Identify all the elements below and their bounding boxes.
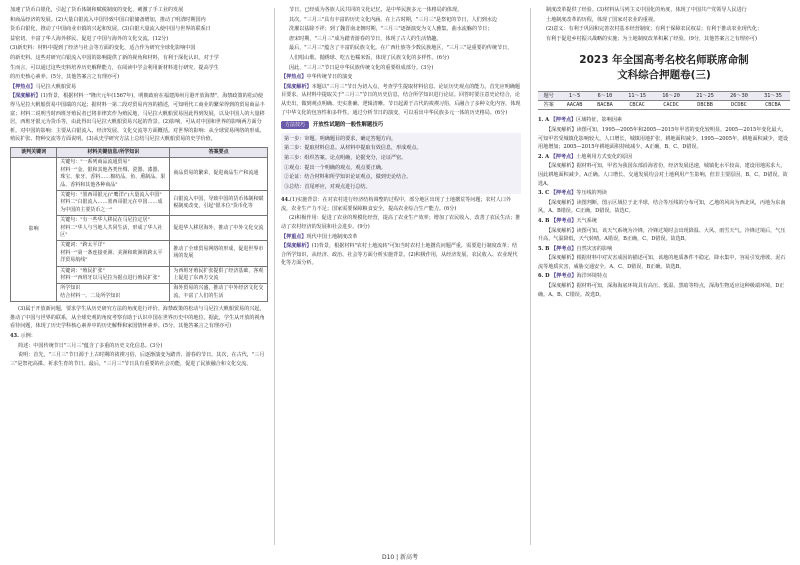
hotspot-text: 马尼拉大帆船贸易 — [35, 83, 77, 90]
analysis-text: (1)背景，根据材料"农村土地流转"可知当时农村土地撂荒问题严重，需要进行制度改革；结合所学知识，从经济、政治、社会等方面分析实施背景。(2)积极作用，从经济发展、农民收入、农业现代化等方面分析。 — [281, 243, 518, 267]
answer-key-table — [538, 91, 790, 110]
body-line: 节日，已经成为各族人民共同的文化记忆，是中华民族多元一体格局的体现。 — [289, 7, 463, 13]
tip-line: ①观点：提出一个明确的观点，观点要正确。 — [284, 164, 386, 171]
cell-info: 材料一"第一条连接亚洲、美洲和欧洲的跨太平洋贸易航线" — [60, 249, 163, 264]
answer-text: 【深度解析】根据材料中对灾害成因的描述可知，该地的地质条件不稳定，降水集中，容易引发滑坡、泥石流等地质灾害，威胁交通安全。A、C、D错误，B正确。故选B。 — [538, 255, 786, 270]
table-cell — [57, 216, 170, 241]
table-cell: 促进华人移居海外，推动了中外文化交流 — [170, 216, 268, 241]
table-cell — [57, 284, 170, 302]
cell-keyword: 关键句："墨西哥银元(\"鹰洋\")大量流入中国" — [60, 191, 162, 198]
answer-label: 6. D — [538, 273, 550, 280]
question-number: 43. — [10, 333, 19, 339]
table-header: 材料关键信息/所学知识 — [57, 147, 170, 157]
answer-item — [538, 153, 790, 188]
body-line: (2)意义：有利于巩固和完善农村基本经营制度；有利于保障农民权益；有利于推动农业现代化； — [546, 26, 763, 33]
table-header: 谈判关键词 — [11, 147, 57, 157]
answer-label: 2. A — [538, 153, 550, 160]
page-footer: D10 | 新高考 — [381, 554, 419, 561]
answer-table — [10, 147, 268, 302]
exam-title: 2023 年全国高考名校名师联席命制 — [579, 54, 749, 67]
hotspot-tag: 【押热点】 — [10, 83, 36, 90]
table-cell — [57, 190, 170, 215]
table-row — [11, 158, 268, 191]
table-theme-cell: 影响 — [11, 158, 57, 302]
body-line: 制度改革提供了经验。(3)材料从马列主义中国化的角度，体现了中国共产党领导人民进行 — [546, 7, 747, 13]
table-cell: 海外贸易的兴盛，推动了中外经济文化交流，丰富了人们的生活 — [170, 284, 268, 302]
analysis-text: 本题以"三月三"节日为切入点，考查学生提取材料信息、论证历史观点的能力。首先应明确题目要求，从材料中提取关于"三月三"节日的历史信息，结合所学知识进行论证。回答时要注意史论结合，论从史出，做到观点明确、史实准确、逻辑清晰。节日起源于古代的祓禊习俗，后融合了多种文化内容，体现了中华文化的包容性和多样性。通过分析节日的演变，可以看出中华民族多元一体的历史格局。(6分) — [281, 83, 521, 116]
tip-line: 第三步：组织答案。论点明确，论据充分，论证严密。 — [284, 154, 407, 161]
key-cell: 21～25 — [688, 92, 722, 101]
key-cell: 答案 — [538, 101, 559, 110]
cell-keyword: 关键词："殖民扩张" — [60, 267, 105, 274]
cell-info: 材料一"西班牙以马尼拉为据点进行殖民扩张" — [60, 275, 160, 281]
answer-tag-text: 自然灾害的影响 — [576, 245, 613, 252]
column-right — [538, 6, 790, 300]
body-line: 人们唱山歌、抛绣球、吃五色糯米饭，体现了民族文化的多样性。(6分) — [289, 54, 450, 61]
analysis-paragraph — [281, 83, 521, 117]
body-line: 有利于促进乡村振兴战略的实施；为土地制度改革积累了经验。(9分，其他答案言之有理亦可) — [546, 35, 757, 42]
answer-text: 【深度解析】读图可知，该天气系统为冷锋，冷锋过境时会出现降温、大风、雨雪天气。冷锋过境后，气压升高，气温降低，天气转晴。A错误，B正确，C、D错误。故选B。 — [538, 227, 786, 243]
answer-text: 【深度解析】据材料可知，甲省为我国东部沿海省份，经济发展迅速，城镇化水平较高，建设用地需求大，因此耕地面积减少。A正确。人口增长、交通发展均会对土地利用产生影响，但非主要原因，B、C、D错误。故选A。 — [538, 163, 788, 187]
analysis-tag: 【深度解析】 — [281, 83, 312, 90]
question-43 — [10, 332, 268, 341]
cell-info: 材料二"华人与当地人共同生活，形成了华人社区" — [60, 224, 163, 238]
intro-line: 和商品经济的发展。(2)大量白银流入中国导致中国白银储备增加，推动了明清时期国内 — [10, 16, 206, 23]
tips-box — [281, 133, 521, 195]
answer-item — [538, 245, 790, 272]
column-middle — [281, 6, 521, 269]
banner-pill: 方法技巧 — [281, 121, 309, 129]
hotspot-line — [10, 83, 268, 92]
analysis-tag: 【深度解析】 — [10, 93, 41, 100]
table-header: 答案要点 — [170, 147, 268, 157]
table-cell — [57, 266, 170, 284]
body-line: 其次，"三月三"具有丰富的历史文化内涵。在上古时期，"三月三"是祭祀的节日，人们到水边 — [289, 16, 498, 23]
analysis-tag: 【深度解析】 — [281, 243, 312, 250]
answer-tag: 【押考点】 — [551, 217, 577, 224]
key-cell: CACDC — [654, 101, 688, 110]
question-44 — [281, 196, 521, 213]
answer-label: 4. B — [538, 217, 550, 224]
cell-keyword: 关键句："一系列商品流通贸易" — [60, 159, 130, 166]
answer-label: 5. B — [538, 245, 550, 252]
intro-line: (3)新史料：材料中提到了经济与社会等方面的变化，适合作为研究全球化影响中国 — [10, 45, 196, 52]
body-line: 土地制度改革的历程，体现了国家对农业的重视。 — [546, 16, 659, 23]
cell-info: 材料二"白银流入……墨西哥银元在中国……成为中国的主要货币之一" — [60, 199, 163, 213]
key-cell: DBCBB — [688, 101, 722, 110]
key-cell: BACBA — [590, 101, 620, 110]
cell-info: 材料一"金、银和其他各类丝绸、瓷器、漆器、珠宝、象牙、香料……棉纺品、鱼、熏制品、果品、香料和其他各种商品" — [60, 166, 166, 188]
column-divider — [530, 8, 531, 545]
cell-keyword: 关键句："有一些华人移民在马尼拉定居" — [60, 217, 150, 224]
answer-key-header-row — [538, 92, 790, 101]
exam-title-block — [538, 53, 790, 83]
key-cell: 16～20 — [654, 92, 688, 101]
key-cell: AACAB — [559, 101, 589, 110]
answer-tag-text: 等压线的判读 — [576, 190, 607, 197]
table-cell — [57, 158, 170, 191]
intro-line: 生而言，可以通过这些史料培养历史解释能力，在阅读中学会利用新材料进行研究，提高学生 — [10, 64, 219, 71]
hotspot-line — [281, 73, 521, 82]
method-banner — [281, 121, 521, 130]
q43-title: 简述：中国传统节日"三月三"蕴含了多重的历史文化信息。(3分) — [18, 342, 163, 349]
question-number: 44. — [281, 197, 290, 204]
intro-line: 益密切，丰富了华人海外移民、促进了中国与海外的文化交流。(12分) — [10, 35, 169, 42]
column-divider — [274, 8, 275, 545]
answer-tag: 【押考点】 — [551, 245, 577, 252]
intro-line: 货币白银化，推动了中国商业市镇的兴起和发展。(3)白银大量流入使中国与世界的联系日 — [10, 26, 211, 33]
answer-tag-text: 天气系统 — [576, 217, 597, 224]
q43-body: 说明：首先，"三月三"节日源于上古时期的祓禊习俗，后逐渐演变为踏青、游春的节日。其次，在古代，"三月三"是祭祀高禖、祈求生育的节日。最后，"三月三"节日具有重要的社会功能，促进了民族融合和文化交流。 — [10, 352, 265, 367]
key-cell: CBCBA — [756, 101, 790, 110]
tip-line: ③总结：首尾呼应，对观点进行总结。 — [284, 183, 371, 190]
hotspot-line — [281, 233, 521, 242]
table-cell: 为西班牙殖民扩张提供了经济基础，客观上促进了东西方交流 — [170, 266, 268, 284]
body-line: 因此，"三月三"节日是中华民族传统文化的重要组成部分。(3分) — [289, 64, 434, 71]
answer-key-row — [538, 101, 790, 110]
intro-line: 的历史核心素养。(5分，其他答案言之有理亦可) — [10, 74, 120, 81]
table-cell: 商品贸易的繁荣，促进商品生产和流通 — [170, 158, 268, 191]
key-cell: 题号 — [538, 92, 559, 101]
answer-heading — [538, 153, 790, 162]
cell-keyword: 所学知识 — [60, 285, 81, 292]
exam-subtitle: 文科综合押题卷(三) — [617, 69, 711, 82]
answer-heading — [538, 272, 790, 281]
answer-item — [538, 116, 790, 151]
table-cell: 推动了全球贸易网络的形成，促进世界市场的发展 — [170, 241, 268, 266]
analysis-paragraph — [281, 242, 521, 268]
answer-text: 【深度解析】据材料可知，深海海底环境具有高压、低温、黑暗等特点，深海生物适应这种极端环境。D正确。A、B、C错误。故选D。 — [538, 283, 785, 298]
answer-tag: 【押考点】 — [550, 153, 577, 160]
table-cell — [57, 241, 170, 266]
answer-heading — [538, 116, 790, 125]
tip-line: 第一步：审题。明确题目的要求，确定答题方向。 — [284, 135, 397, 142]
body-line: 最后，"三月三"蕴含了丰富的民族文化。在广西壮族等少数民族地区，"三月三"是重要的传统节日， — [289, 45, 513, 52]
intro-line: 的新史料。这些对研究白银流入中国的影响提供了新的视角和材料，有利于深化认识。对于学 — [10, 54, 219, 61]
body-line: 洗濯以祛除不祥；到了魏晋南北朝时期，"三月三"逐渐演变为文人雅集、曲水流觞的节日； — [289, 26, 493, 33]
answer-label: 1. A — [538, 117, 550, 124]
hotspot-tag: 【押重点】 — [281, 233, 307, 240]
answer-tag: 【押考点】 — [550, 117, 577, 124]
tip-line: 第二步：提取材料信息。从材料中提取有效信息，形成观点。 — [284, 145, 422, 152]
q44-part2: (2)积极作用：促进了农业的规模化经营，提高了农业生产效率；增加了农民收入，改善了农民生活；推动了农村经济的发展和社会进步。(9分) — [281, 215, 521, 231]
answer-text: 【深度解析】读图判断，图示区域位于北半球，结合等压线的分布可知，乙地的风向为西北风，丙地为东南风。A、B错误。C正确，D错误。故选C。 — [538, 199, 786, 215]
answer-tag: 【押考点】 — [550, 190, 577, 197]
answer-text: 【深度解析】读图可知，1995—2005年和2005—2015年甲省的变化较明显，2005—2015年变化最大，可知甲省受城镇化影响较大。人口增长，城镇用地扩张，耕地面积减少。1995—2005年，耕地面积减少，建设用地增加；2005—2015年耕地面积持续减少。A正确，B、C、D错误。 — [538, 126, 789, 151]
key-cell: 26～30 — [722, 92, 756, 101]
column-left — [10, 6, 268, 369]
answer-label: 3. C — [538, 190, 550, 197]
answer-heading — [538, 245, 790, 254]
answer-item — [538, 217, 790, 244]
after-table-paragraph: (3)属于开放新问题，要求学生从历史研究方法的角度进行评价。海禁政策的松动与马尼拉大帆船贸易的兴起，推动了中国与世界的联系，从全球史观的角度考察有助于认识中国在世界历史中的地位。据此，学生从开放的视角看待问题，体现了历史学科核心素养中的历史解释和家国情怀素养。(5分，其他答案言之有理亦可) — [10, 306, 265, 330]
analysis-paragraph — [10, 92, 268, 144]
analysis-text: (1)背景，根据材料一"隆庆元年(1567年)，明朝政府在福建漳州月港开放海禁"，海禁政策的松动使得马尼拉大帆船贸易中国端的兴起；据材料一第二段对贸易内容的描述，可知明代工商业的繁荣得到的贸易商品丰富；材料二说明当时西班牙殖民者已将菲律宾作为殖民地，马尼拉大帆船贸易因此得到发展，以及中国人的大量移居，西班牙银元为货币等，由此得出马尼拉大帆船贸易兴起的背景。(2)影响，可从对中国和世界的影响两方面分析。对中国的影响：主要从白银流入、经济发展、文化交流等方面概括。对世界的影响：从全球贸易网络的形成、殖民扩张、物种交流等方面说明。(3)从史学研究方法上总结马尼拉大帆船贸易的史学价值。 — [10, 93, 265, 143]
key-cell: 6～10 — [590, 92, 620, 101]
key-cell: DCDBC — [722, 101, 756, 110]
answer-tag-text: 区域特征，影响因素 — [576, 117, 623, 124]
key-cell: 31～35 — [756, 92, 790, 101]
answer-tag: 【押考点】 — [551, 273, 577, 280]
cell-keyword: 关键词："跨太平洋" — [60, 242, 105, 249]
table-header-row — [11, 147, 268, 157]
hotspot-tag: 【押热点】 — [281, 74, 307, 81]
answer-tag-text: 海洋环境特点 — [576, 273, 608, 280]
hotspot-text: 现代中国土地制度改革 — [306, 233, 358, 240]
answer-item — [538, 272, 790, 299]
tip-line: ②论证：结合材料和所学知识论证观点，做到史论结合。 — [284, 174, 412, 181]
key-cell: CBCAC — [620, 101, 654, 110]
key-cell: 11～15 — [620, 92, 654, 101]
answer-item — [538, 189, 790, 216]
key-cell: 1～5 — [559, 92, 589, 101]
question-text: 示例： — [20, 333, 36, 339]
intro-line: 加速了货币白银化，引起了货币体制和赋税制度的变化，刺激了手工业的发展 — [10, 7, 184, 13]
table-cell: 白银流入中国，导致中国的货币体制和赋税制度改变，引起"银本位"货币化等 — [170, 190, 268, 215]
cell-info: 结合材料一、二及所学知识 — [60, 292, 121, 299]
hotspot-text: 中华传统节日的演变 — [306, 74, 353, 81]
answer-heading — [538, 189, 790, 198]
answer-heading — [538, 217, 790, 226]
body-line: 唐宋时期，"三月三"成为踏青游春的节日，体现了古人的生活情趣。 — [289, 35, 442, 42]
answer-tag-text: 土地利用方式变化的原因 — [576, 153, 633, 160]
question-text: (1)实施背景：在对农村进行经济结构调整的过程中，部分地区出现了土地撂荒等问题；农村人口外流，农业生产力不足；国家需要保障粮食安全，提高农业综合生产能力。(6分) — [281, 197, 512, 212]
banner-title: 开放性试题的一般性解题技巧 — [313, 122, 384, 129]
